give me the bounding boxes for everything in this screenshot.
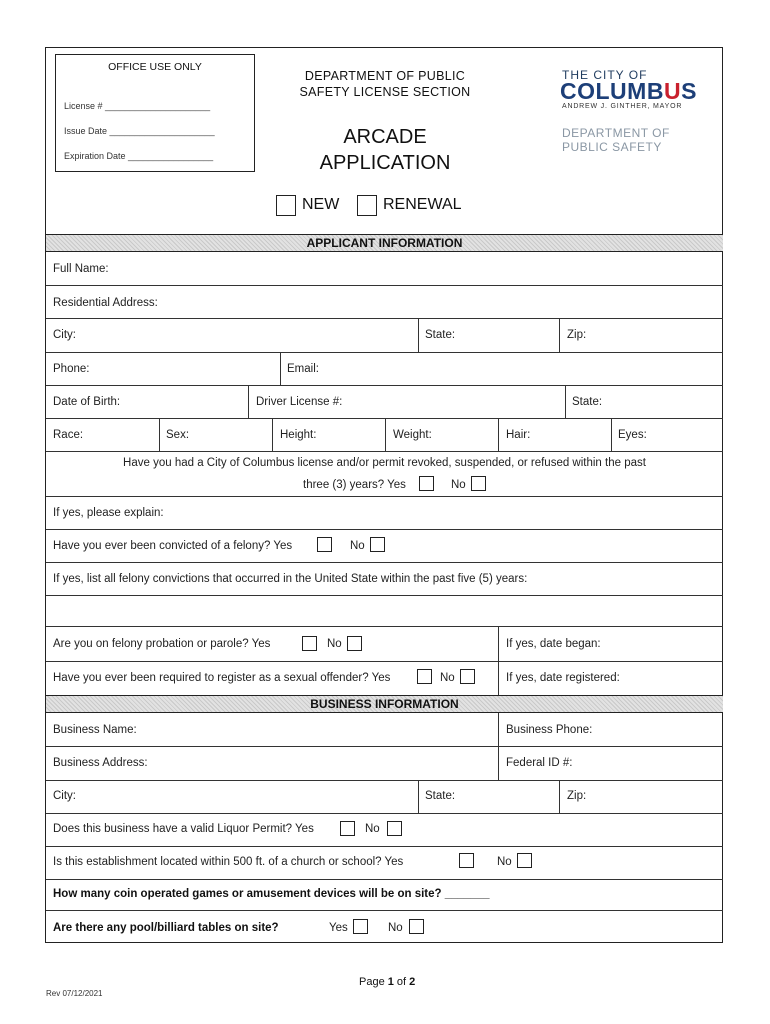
divider [46, 285, 723, 286]
divider [46, 780, 723, 781]
divider [46, 496, 723, 497]
office-use-title: OFFICE USE ONLY [108, 61, 202, 73]
logo-dept-line-1: DEPARTMENT OF [562, 126, 670, 140]
city-label: City: [53, 329, 76, 341]
liquor-no-checkbox[interactable] [387, 821, 402, 836]
business-zip-label: Zip: [567, 790, 587, 802]
probation-yes-checkbox[interactable] [302, 636, 317, 651]
revoked-question: Have you had a City of Columbus license and/or permit revoked, suspended, or refused within the past [123, 457, 646, 469]
offender-no-checkbox[interactable] [460, 669, 475, 684]
sex-label: Sex: [166, 429, 190, 441]
issue-date-line: Issue Date _____________________ [64, 126, 215, 136]
federal-id-label: Federal ID #: [506, 757, 573, 769]
liquor-yes-checkbox[interactable] [340, 821, 355, 836]
divider [385, 418, 386, 451]
new-checkbox[interactable] [276, 195, 296, 216]
felony-question: Have you ever been convicted of a felony? Yes [53, 540, 293, 552]
business-address-label: Business Address: [53, 757, 148, 769]
divider [46, 451, 723, 452]
revoked-no-checkbox[interactable] [471, 476, 486, 491]
page-number [359, 976, 415, 988]
hair-label: Hair: [506, 429, 531, 441]
pool-yes-label: Yes [329, 922, 348, 934]
probation-no-checkbox[interactable] [347, 636, 362, 651]
form-title [290, 124, 480, 176]
divider [46, 661, 723, 662]
divider [46, 385, 723, 386]
revoked-no-label: No [451, 479, 466, 491]
divider [46, 562, 723, 563]
probation-question: Are you on felony probation or parole? Yes [53, 638, 271, 650]
race-label: Race: [53, 429, 84, 441]
church-question: Is this establishment located within 500 ft. of a church or school? Yes [53, 856, 404, 868]
driver-license-label: Driver License #: [256, 396, 343, 408]
divider [46, 910, 723, 911]
pool-question: Are there any pool/billiard tables on site? [53, 922, 279, 934]
applicant-section-header: APPLICANT INFORMATION [46, 234, 723, 252]
divider [46, 529, 723, 530]
dl-state-label: State: [572, 396, 603, 408]
dept-line-2: SAFETY LICENSE SECTION [299, 85, 471, 99]
felony-no-label: No [350, 540, 365, 552]
divider [418, 780, 419, 813]
logo-text-u: U [663, 78, 682, 104]
page-current: 1 [387, 976, 394, 988]
offender-no-label: No [440, 672, 455, 684]
logo-mayor: ANDREW J. GINTHER, MAYOR [562, 103, 683, 110]
divider [565, 385, 566, 418]
phone-label: Phone: [53, 363, 90, 375]
department-heading [290, 68, 480, 100]
license-number-line: License # _____________________ [64, 101, 211, 111]
divider [272, 418, 273, 451]
liquor-no-label: No [365, 823, 380, 835]
divider [280, 352, 281, 385]
columbus-logo [560, 78, 697, 105]
office-use-box [55, 54, 255, 172]
divider [418, 318, 419, 352]
explain-label: If yes, please explain: [53, 507, 164, 519]
divider [46, 813, 723, 814]
page-of: of [393, 976, 410, 988]
logo-text-s: S [681, 78, 697, 104]
business-phone-label: Business Phone: [506, 724, 593, 736]
dept-line-1: DEPARTMENT OF PUBLIC [304, 69, 466, 83]
renewal-label: RENEWAL [383, 196, 462, 213]
divider [46, 746, 723, 747]
renewal-option [357, 194, 462, 216]
offender-yes-checkbox[interactable] [417, 669, 432, 684]
church-no-label: No [497, 856, 512, 868]
date-began-label: If yes, date began: [506, 638, 601, 650]
form-border [45, 47, 723, 943]
expiration-date-line: Expiration Date _________________ [64, 151, 214, 161]
zip-label: Zip: [567, 329, 587, 341]
divider [46, 352, 723, 353]
revoked-yes-checkbox[interactable] [419, 476, 434, 491]
felony-no-checkbox[interactable] [370, 537, 385, 552]
title-line-2: APPLICATION [319, 152, 451, 174]
full-name-label: Full Name: [53, 263, 109, 275]
new-label: NEW [302, 196, 340, 213]
divider [159, 418, 160, 451]
logo-text-a: COLUMB [560, 78, 664, 104]
divider [46, 879, 723, 880]
pool-yes-checkbox[interactable] [353, 919, 368, 934]
liquor-question: Does this business have a valid Liquor Permit? Yes [53, 823, 314, 835]
email-label: Email: [287, 363, 319, 375]
logo-department [562, 126, 670, 154]
divider [248, 385, 249, 418]
pool-no-checkbox[interactable] [409, 919, 424, 934]
eyes-label: Eyes: [618, 429, 647, 441]
revision-date: Rev 07/12/2021 [46, 989, 103, 998]
page-word: Page [359, 976, 388, 988]
divider [559, 318, 560, 352]
residential-address-label: Residential Address: [53, 297, 158, 309]
renewal-checkbox[interactable] [357, 195, 377, 216]
divider [611, 418, 612, 451]
logo-dept-line-2: PUBLIC SAFETY [562, 140, 662, 154]
height-label: Height: [280, 429, 317, 441]
felony-list-label: If yes, list all felony convictions that occurred in the United State within the past five (5) years: [53, 573, 528, 585]
logo-the-city-of: THE CITY OF [562, 68, 648, 82]
felony-yes-checkbox[interactable] [317, 537, 332, 552]
divider [46, 626, 723, 627]
weight-label: Weight: [393, 429, 432, 441]
church-yes-checkbox[interactable] [459, 853, 474, 868]
state-label: State: [425, 329, 456, 341]
church-no-checkbox[interactable] [517, 853, 532, 868]
pool-no-label: No [388, 922, 403, 934]
coin-games-question: How many coin operated games or amusement devices will be on site? _______ [53, 888, 490, 900]
dob-label: Date of Birth: [53, 396, 121, 408]
divider [559, 780, 560, 813]
business-section-header: BUSINESS INFORMATION [46, 695, 723, 713]
divider [46, 595, 723, 596]
divider [46, 846, 723, 847]
business-city-label: City: [53, 790, 76, 802]
new-option [276, 194, 339, 216]
business-name-label: Business Name: [53, 724, 137, 736]
probation-no-label: No [327, 638, 342, 650]
offender-question: Have you ever been required to register as a sexual offender? Yes [53, 672, 391, 684]
revoked-question-line2: three (3) years? Yes [303, 479, 406, 491]
business-state-label: State: [425, 790, 456, 802]
title-line-1: ARCADE [343, 126, 427, 148]
divider [498, 418, 499, 451]
divider [46, 318, 723, 319]
date-registered-label: If yes, date registered: [506, 672, 620, 684]
page-total: 2 [409, 976, 416, 988]
